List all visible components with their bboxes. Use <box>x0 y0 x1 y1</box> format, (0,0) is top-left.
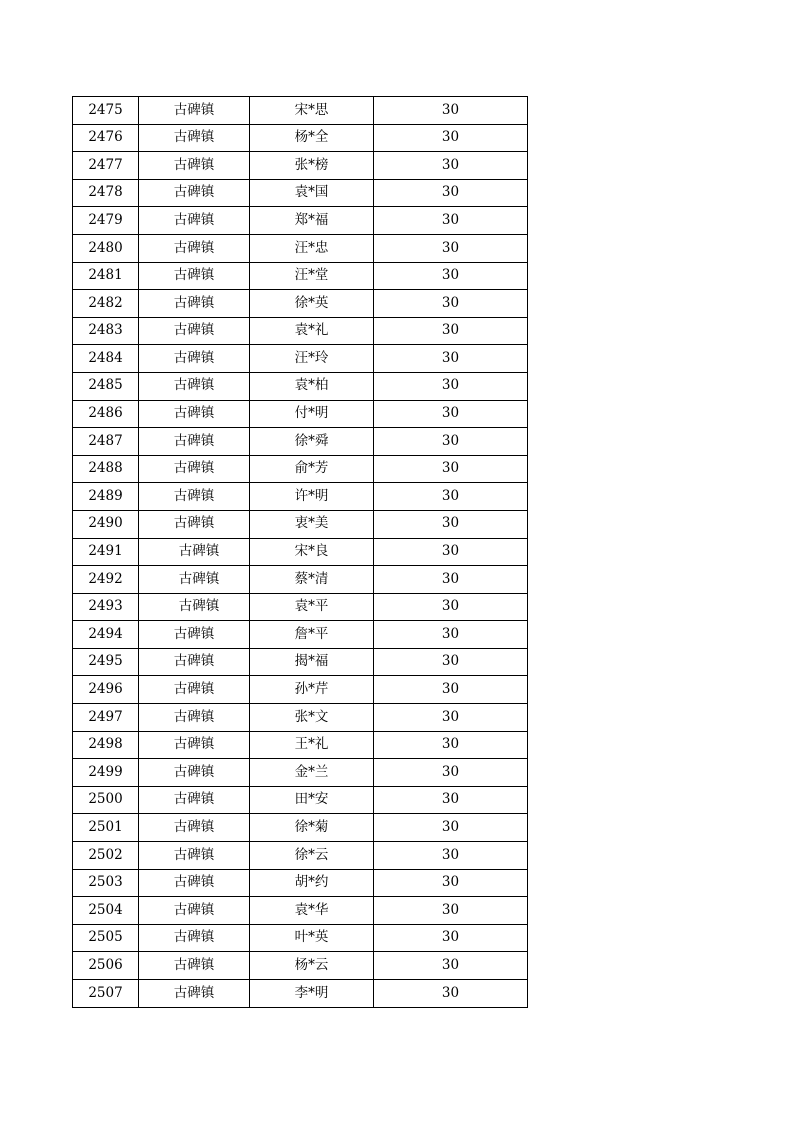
cell-person-name: 金*兰 <box>250 759 374 787</box>
cell-amount: 30 <box>374 97 528 125</box>
table-row <box>73 731 528 759</box>
cell-township: 古碑镇 <box>139 704 250 732</box>
cell-serial-number: 2497 <box>73 704 139 732</box>
cell-person-name: 郑*福 <box>250 207 374 235</box>
table-row <box>73 759 528 787</box>
cell-person-name: 汪*忠 <box>250 234 374 262</box>
cell-serial-number: 2491 <box>73 538 139 566</box>
cell-township: 古碑镇 <box>139 290 250 318</box>
cell-person-name: 俞*芳 <box>250 455 374 483</box>
cell-serial-number: 2498 <box>73 731 139 759</box>
cell-amount: 30 <box>374 124 528 152</box>
cell-serial-number: 2496 <box>73 676 139 704</box>
cell-township: 古碑镇 <box>139 786 250 814</box>
cell-township: 古碑镇 <box>139 428 250 456</box>
cell-amount: 30 <box>374 842 528 870</box>
cell-amount: 30 <box>374 262 528 290</box>
cell-amount: 30 <box>374 869 528 897</box>
cell-township: 古碑镇 <box>139 869 250 897</box>
cell-person-name: 张*文 <box>250 704 374 732</box>
table-row <box>73 179 528 207</box>
table-row <box>73 345 528 373</box>
cell-amount: 30 <box>374 924 528 952</box>
table-row <box>73 566 528 594</box>
table-row <box>73 897 528 925</box>
cell-township: 古碑镇 <box>139 262 250 290</box>
cell-serial-number: 2485 <box>73 372 139 400</box>
cell-person-name: 徐*云 <box>250 842 374 870</box>
cell-township: 古碑镇 <box>139 731 250 759</box>
cell-amount: 30 <box>374 786 528 814</box>
cell-serial-number: 2476 <box>73 124 139 152</box>
cell-township: 古碑镇 <box>139 207 250 235</box>
cell-serial-number: 2500 <box>73 786 139 814</box>
table-row <box>73 234 528 262</box>
cell-person-name: 蔡*清 <box>250 566 374 594</box>
cell-serial-number: 2507 <box>73 980 139 1008</box>
cell-serial-number: 2483 <box>73 317 139 345</box>
cell-township: 古碑镇 <box>139 842 250 870</box>
cell-township: 古碑镇 <box>139 759 250 787</box>
table-row <box>73 842 528 870</box>
cell-amount: 30 <box>374 152 528 180</box>
cell-township: 古碑镇 <box>139 510 250 538</box>
cell-serial-number: 2477 <box>73 152 139 180</box>
cell-serial-number: 2481 <box>73 262 139 290</box>
cell-amount: 30 <box>374 814 528 842</box>
table-row <box>73 924 528 952</box>
cell-person-name: 徐*菊 <box>250 814 374 842</box>
cell-person-name: 衷*美 <box>250 510 374 538</box>
cell-township: 古碑镇 <box>139 924 250 952</box>
table-row <box>73 372 528 400</box>
cell-township: 古碑镇 <box>139 593 250 621</box>
table-row <box>73 262 528 290</box>
cell-person-name: 汪*玲 <box>250 345 374 373</box>
cell-person-name: 袁*柏 <box>250 372 374 400</box>
cell-person-name: 汪*堂 <box>250 262 374 290</box>
cell-township: 古碑镇 <box>139 483 250 511</box>
cell-serial-number: 2487 <box>73 428 139 456</box>
table-row <box>73 869 528 897</box>
cell-amount: 30 <box>374 621 528 649</box>
cell-amount: 30 <box>374 317 528 345</box>
table-row <box>73 400 528 428</box>
cell-township: 古碑镇 <box>139 814 250 842</box>
cell-township: 古碑镇 <box>139 676 250 704</box>
cell-township: 古碑镇 <box>139 952 250 980</box>
cell-serial-number: 2494 <box>73 621 139 649</box>
cell-serial-number: 2482 <box>73 290 139 318</box>
cell-amount: 30 <box>374 234 528 262</box>
cell-amount: 30 <box>374 704 528 732</box>
cell-township: 古碑镇 <box>139 234 250 262</box>
cell-amount: 30 <box>374 345 528 373</box>
table-row <box>73 593 528 621</box>
table-row <box>73 814 528 842</box>
table-row <box>73 510 528 538</box>
cell-amount: 30 <box>374 593 528 621</box>
cell-amount: 30 <box>374 731 528 759</box>
cell-township: 古碑镇 <box>139 648 250 676</box>
cell-serial-number: 2475 <box>73 97 139 125</box>
cell-person-name: 袁*礼 <box>250 317 374 345</box>
roster-table <box>72 96 528 1008</box>
cell-serial-number: 2501 <box>73 814 139 842</box>
cell-serial-number: 2499 <box>73 759 139 787</box>
cell-person-name: 叶*英 <box>250 924 374 952</box>
cell-serial-number: 2490 <box>73 510 139 538</box>
cell-serial-number: 2495 <box>73 648 139 676</box>
table-row <box>73 97 528 125</box>
cell-amount: 30 <box>374 566 528 594</box>
cell-person-name: 李*明 <box>250 980 374 1008</box>
table-row <box>73 621 528 649</box>
cell-township: 古碑镇 <box>139 124 250 152</box>
table-row <box>73 290 528 318</box>
cell-amount: 30 <box>374 648 528 676</box>
cell-serial-number: 2488 <box>73 455 139 483</box>
cell-serial-number: 2486 <box>73 400 139 428</box>
cell-person-name: 宋*良 <box>250 538 374 566</box>
table-row <box>73 952 528 980</box>
cell-amount: 30 <box>374 676 528 704</box>
cell-serial-number: 2489 <box>73 483 139 511</box>
cell-amount: 30 <box>374 897 528 925</box>
cell-person-name: 詹*平 <box>250 621 374 649</box>
table-row <box>73 207 528 235</box>
cell-person-name: 徐*舜 <box>250 428 374 456</box>
cell-serial-number: 2479 <box>73 207 139 235</box>
cell-township: 古碑镇 <box>139 372 250 400</box>
cell-amount: 30 <box>374 952 528 980</box>
table-row <box>73 648 528 676</box>
cell-township: 古碑镇 <box>139 400 250 428</box>
cell-serial-number: 2505 <box>73 924 139 952</box>
cell-township: 古碑镇 <box>139 566 250 594</box>
cell-person-name: 付*明 <box>250 400 374 428</box>
cell-township: 古碑镇 <box>139 455 250 483</box>
cell-serial-number: 2503 <box>73 869 139 897</box>
table-row <box>73 124 528 152</box>
cell-serial-number: 2504 <box>73 897 139 925</box>
cell-serial-number: 2480 <box>73 234 139 262</box>
cell-person-name: 杨*全 <box>250 124 374 152</box>
cell-person-name: 袁*国 <box>250 179 374 207</box>
cell-township: 古碑镇 <box>139 538 250 566</box>
cell-person-name: 宋*思 <box>250 97 374 125</box>
cell-amount: 30 <box>374 483 528 511</box>
cell-township: 古碑镇 <box>139 152 250 180</box>
table-row <box>73 428 528 456</box>
cell-township: 古碑镇 <box>139 980 250 1008</box>
cell-amount: 30 <box>374 538 528 566</box>
cell-serial-number: 2478 <box>73 179 139 207</box>
cell-serial-number: 2493 <box>73 593 139 621</box>
cell-person-name: 杨*云 <box>250 952 374 980</box>
cell-township: 古碑镇 <box>139 621 250 649</box>
cell-person-name: 袁*平 <box>250 593 374 621</box>
cell-person-name: 胡*约 <box>250 869 374 897</box>
cell-amount: 30 <box>374 290 528 318</box>
cell-township: 古碑镇 <box>139 97 250 125</box>
cell-amount: 30 <box>374 759 528 787</box>
cell-person-name: 袁*华 <box>250 897 374 925</box>
cell-person-name: 田*安 <box>250 786 374 814</box>
cell-serial-number: 2502 <box>73 842 139 870</box>
cell-township: 古碑镇 <box>139 897 250 925</box>
table-row <box>73 455 528 483</box>
cell-amount: 30 <box>374 207 528 235</box>
table-row <box>73 704 528 732</box>
table-row <box>73 152 528 180</box>
cell-person-name: 王*礼 <box>250 731 374 759</box>
cell-serial-number: 2484 <box>73 345 139 373</box>
cell-township: 古碑镇 <box>139 345 250 373</box>
table-row <box>73 483 528 511</box>
roster-table-body <box>73 97 528 1008</box>
cell-person-name: 张*榜 <box>250 152 374 180</box>
cell-amount: 30 <box>374 980 528 1008</box>
cell-serial-number: 2492 <box>73 566 139 594</box>
cell-person-name: 孙*芹 <box>250 676 374 704</box>
cell-amount: 30 <box>374 510 528 538</box>
cell-township: 古碑镇 <box>139 317 250 345</box>
cell-township: 古碑镇 <box>139 179 250 207</box>
cell-person-name: 许*明 <box>250 483 374 511</box>
table-row <box>73 538 528 566</box>
cell-amount: 30 <box>374 400 528 428</box>
table-row <box>73 676 528 704</box>
table-row <box>73 317 528 345</box>
table-row <box>73 980 528 1008</box>
table-row <box>73 786 528 814</box>
cell-person-name: 揭*福 <box>250 648 374 676</box>
cell-amount: 30 <box>374 372 528 400</box>
cell-amount: 30 <box>374 455 528 483</box>
cell-amount: 30 <box>374 179 528 207</box>
cell-person-name: 徐*英 <box>250 290 374 318</box>
cell-serial-number: 2506 <box>73 952 139 980</box>
cell-amount: 30 <box>374 428 528 456</box>
